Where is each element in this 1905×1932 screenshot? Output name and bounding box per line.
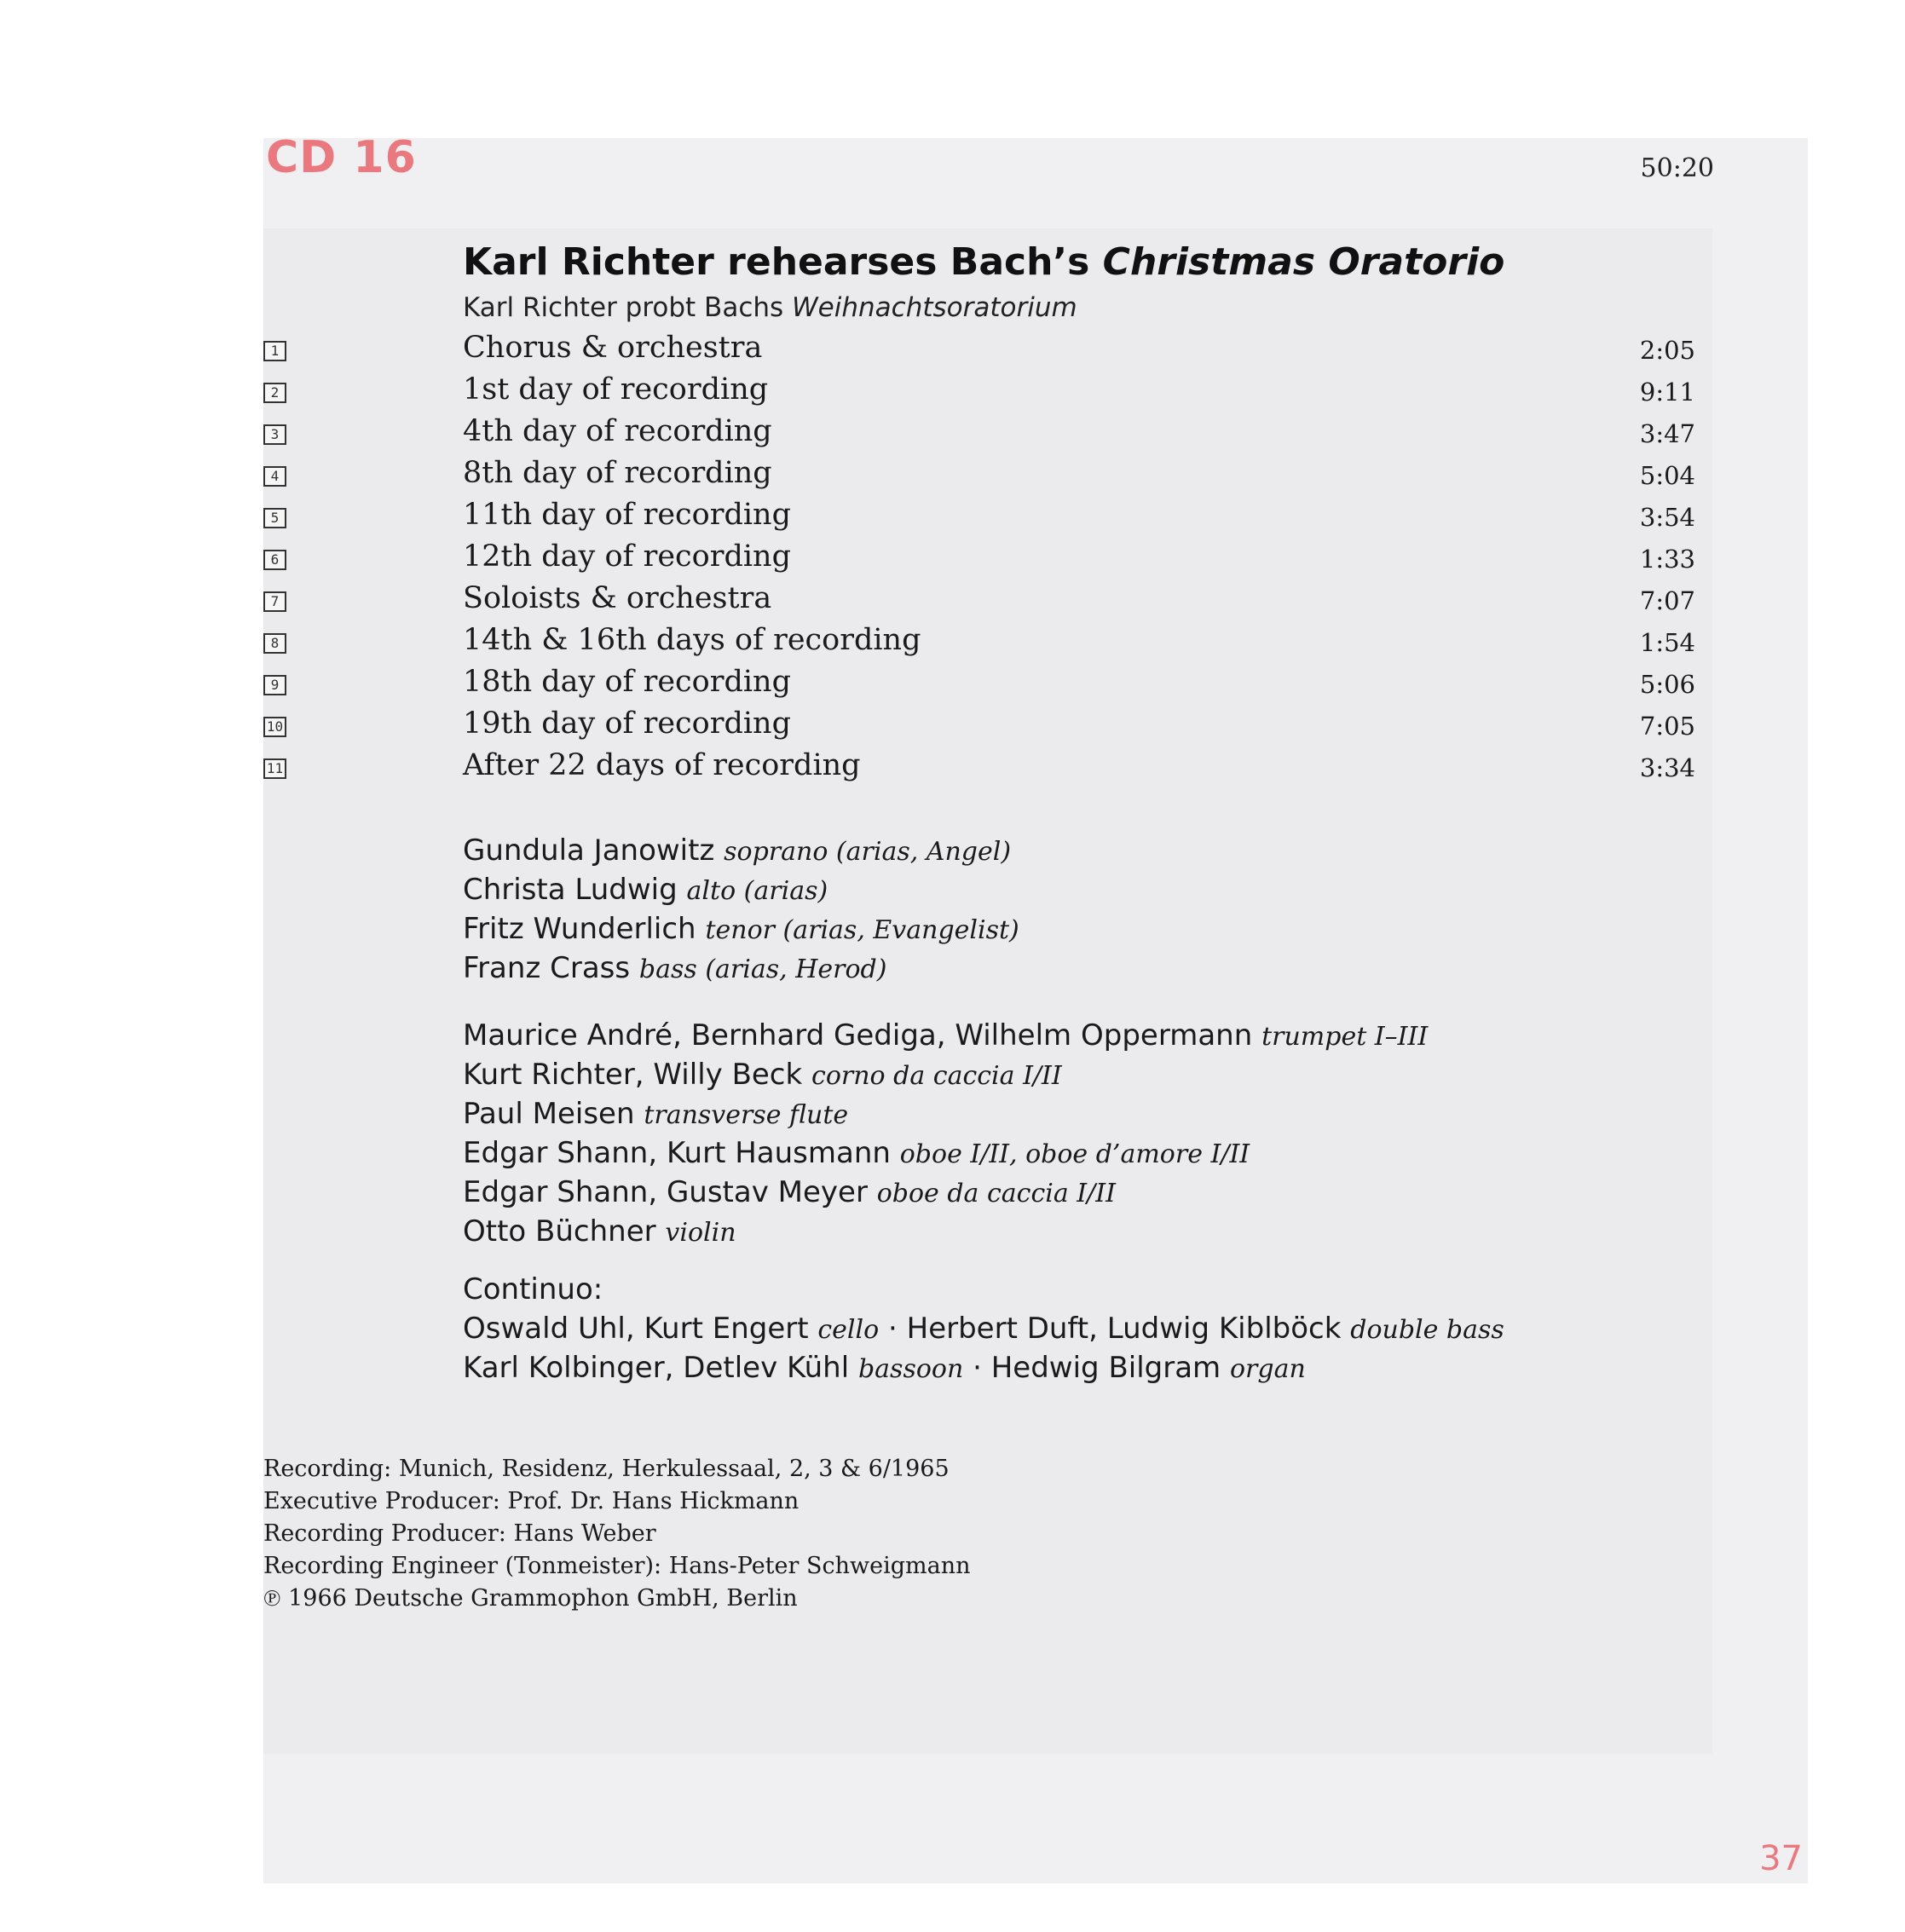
track-row — [263, 331, 1712, 372]
performer-name: Edgar Shann, Kurt Hausmann — [463, 1136, 891, 1170]
album-subtitle-work: Weihnachtsoratorium — [792, 292, 1077, 323]
track-title: 4th day of recording — [463, 414, 772, 448]
cd-label: CD 16 — [266, 132, 417, 183]
performer-role: organ — [1230, 1354, 1306, 1384]
track-number: 2 — [263, 383, 286, 403]
performer-name: Christa Ludwig — [463, 873, 678, 907]
track-duration: 7:07 — [1639, 586, 1695, 615]
credit-line — [463, 1348, 1504, 1387]
credit-line — [463, 1055, 1428, 1094]
performer-name: Herbert Duft, Ludwig Kiblböck — [906, 1312, 1342, 1346]
track-duration: 5:04 — [1639, 461, 1695, 490]
credit-line — [463, 1133, 1428, 1173]
track-number: 7 — [263, 591, 286, 612]
track-number: 6 — [263, 550, 286, 570]
soloists-list — [463, 831, 1019, 988]
track-number: 5 — [263, 508, 286, 528]
performer-role: oboe I/II, oboe d’amore I/II — [899, 1139, 1250, 1169]
track-row — [263, 748, 1712, 790]
credit-line — [463, 909, 1019, 949]
credit-line — [463, 1309, 1504, 1348]
page-number: 37 — [1759, 1839, 1803, 1878]
track-duration: 1:33 — [1639, 545, 1695, 574]
production-line: Recording Engineer (Tonmeister): Hans-Peter Schweigmann — [263, 1553, 971, 1579]
credit-line — [463, 1016, 1428, 1055]
performer-name: Fritz Wunderlich — [463, 912, 696, 946]
track-title: 19th day of recording — [463, 706, 791, 741]
production-credits — [263, 1453, 971, 1615]
performer-role: violin — [665, 1218, 736, 1248]
track-title: 1st day of recording — [463, 372, 769, 407]
performer-role: trumpet I–III — [1261, 1022, 1429, 1052]
track-title: 14th & 16th days of recording — [463, 623, 921, 657]
album-subtitle — [463, 292, 1077, 323]
track-duration: 9:11 — [1639, 378, 1695, 407]
track-number: 8 — [263, 633, 286, 654]
credit-line — [463, 870, 1019, 909]
continuo-label: Continuo: — [463, 1272, 603, 1306]
album-title-work: Christmas Oratorio — [1102, 240, 1505, 284]
total-duration: 50:20 — [1640, 153, 1714, 183]
track-row — [263, 456, 1712, 498]
instrumentalists-list — [463, 1016, 1428, 1251]
performer-name: Karl Kolbinger, Detlev Kühl — [463, 1351, 850, 1385]
track-title: 11th day of recording — [463, 498, 791, 532]
track-title: 12th day of recording — [463, 539, 791, 574]
track-number: 11 — [263, 758, 286, 779]
performer-role: alto (arias) — [686, 876, 828, 906]
album-title-prefix: Karl Richter rehearses Bach’s — [463, 240, 1103, 284]
track-row — [263, 539, 1712, 581]
performer-name: Gundula Janowitz — [463, 833, 715, 868]
track-number: 1 — [263, 341, 286, 361]
track-row — [263, 414, 1712, 456]
track-title: After 22 days of recording — [463, 748, 861, 782]
track-row — [263, 706, 1712, 748]
track-title: 18th day of recording — [463, 665, 791, 699]
production-line: ℗ 1966 Deutsche Grammophon GmbH, Berlin — [263, 1585, 798, 1612]
track-number: 4 — [263, 466, 286, 487]
performer-role: double bass — [1350, 1315, 1504, 1345]
track-row — [263, 665, 1712, 706]
performer-role: transverse flute — [644, 1100, 849, 1130]
performer-name: Paul Meisen — [463, 1097, 635, 1131]
performer-role: soprano (arias, Angel) — [724, 837, 1012, 867]
track-title: Soloists & orchestra — [463, 581, 772, 615]
performer-role: corno da caccia I/II — [811, 1061, 1062, 1091]
track-row — [263, 581, 1712, 623]
track-number: 10 — [263, 717, 286, 737]
performer-name: Hedwig Bilgram — [990, 1351, 1221, 1385]
performer-role: cello — [817, 1315, 880, 1345]
performer-name: Kurt Richter, Willy Beck — [463, 1058, 803, 1092]
track-row — [263, 372, 1712, 414]
track-number: 9 — [263, 675, 286, 695]
production-line: Recording: Munich, Residenz, Herkulessaal, 2, 3 & 6/1965 — [263, 1456, 950, 1482]
performer-role: bass (arias, Herod) — [638, 954, 887, 984]
track-row — [263, 498, 1712, 539]
track-duration: 5:06 — [1639, 670, 1695, 699]
credit-line — [463, 1173, 1428, 1212]
track-duration: 3:34 — [1639, 753, 1695, 782]
performer-role: oboe da caccia I/II — [876, 1179, 1116, 1208]
separator: · — [879, 1312, 907, 1346]
production-line: Recording Producer: Hans Weber — [263, 1520, 656, 1547]
performer-name: Otto Büchner — [463, 1214, 656, 1249]
track-title: Chorus & orchestra — [463, 331, 763, 365]
track-number: 3 — [263, 424, 286, 445]
performer-name: Franz Crass — [463, 951, 631, 985]
separator: · — [963, 1351, 991, 1385]
credit-line — [463, 949, 1019, 988]
credit-line — [463, 1212, 1428, 1251]
track-row — [263, 623, 1712, 665]
album-subtitle-prefix: Karl Richter probt Bachs — [463, 292, 793, 323]
track-duration: 2:05 — [1639, 336, 1695, 365]
performer-role: tenor (arias, Evangelist) — [705, 915, 1019, 945]
track-title: 8th day of recording — [463, 456, 772, 490]
credit-line — [463, 831, 1019, 870]
performer-name: Maurice André, Bernhard Gediga, Wilhelm Oppermann — [463, 1018, 1253, 1053]
credit-line — [463, 1094, 1428, 1133]
track-duration: 1:54 — [1639, 628, 1695, 657]
album-title — [463, 240, 1504, 284]
performer-name: Oswald Uhl, Kurt Engert — [463, 1312, 809, 1346]
production-line: Executive Producer: Prof. Dr. Hans Hickmann — [263, 1488, 800, 1514]
track-duration: 7:05 — [1639, 712, 1695, 741]
performer-role: bassoon — [857, 1354, 964, 1384]
track-duration: 3:47 — [1639, 419, 1695, 448]
continuo-section — [463, 1270, 1504, 1387]
performer-name: Edgar Shann, Gustav Meyer — [463, 1175, 868, 1209]
track-duration: 3:54 — [1639, 503, 1695, 532]
